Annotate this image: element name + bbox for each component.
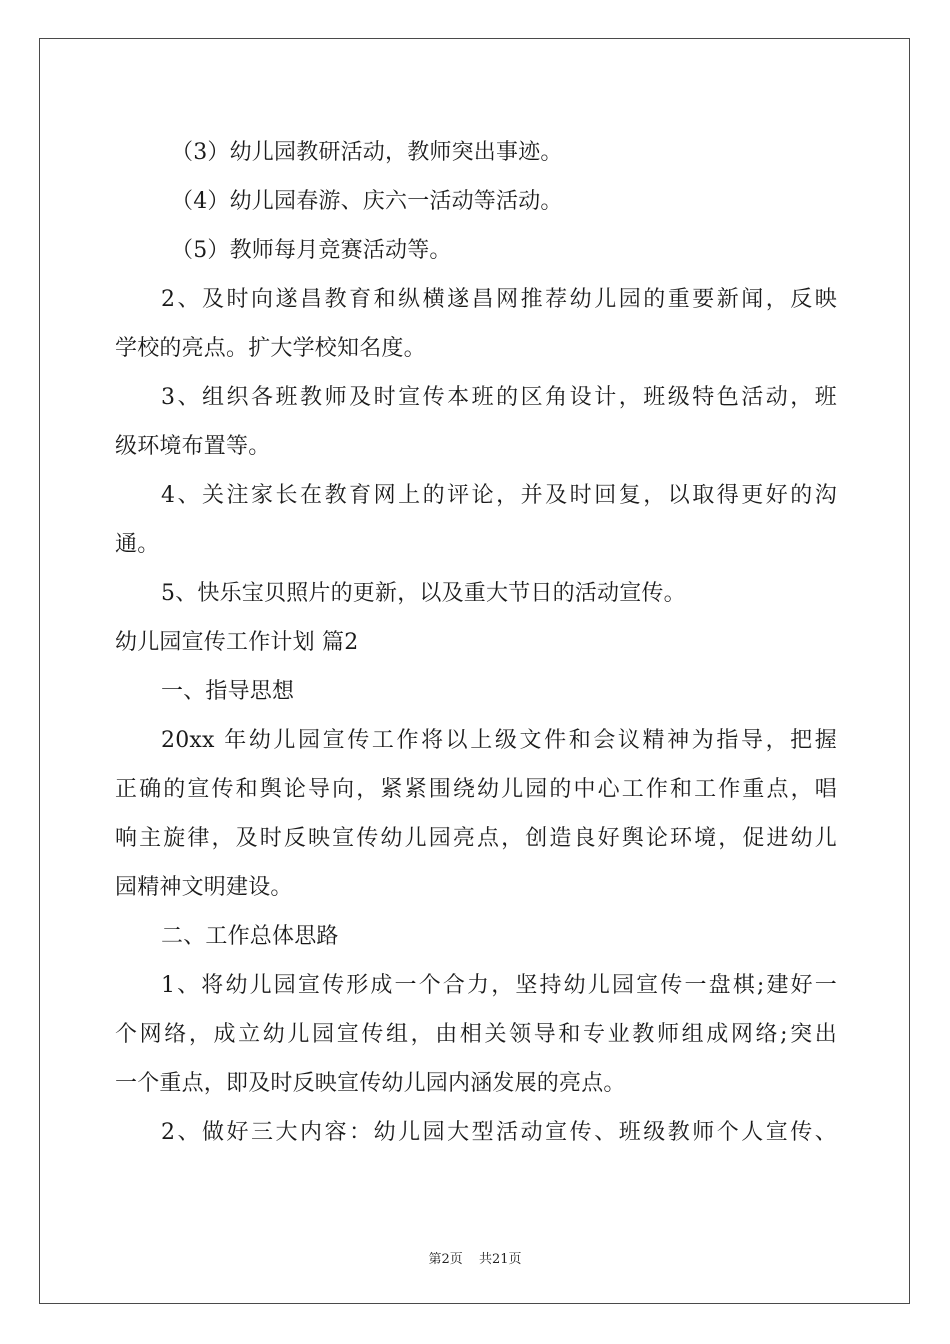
paragraph-line: 一个重点，即及时反映宣传幼儿园内涵发展的亮点。 [115,1071,626,1096]
paragraph-line: 学校的亮点。扩大学校知名度。 [115,336,426,361]
subheading: 一、指导思想 [161,679,295,704]
page-total: 共21页 [478,1252,522,1267]
paragraph-line: 2、及时向遂昌教育和纵横遂昌网推荐幼儿园的重要新闻，反映 [161,287,837,312]
paragraph-line: 通。 [115,532,160,557]
paragraph-line: 20xx 年幼儿园宣传工作将以上级文件和会议精神为指导，把握 [161,728,837,753]
list-item: （5）教师每月竞赛活动等。 [171,238,452,263]
paragraph-line: 1、将幼儿园宣传形成一个合力，坚持幼儿园宣传一盘棋;建好一 [161,973,837,998]
section-heading: 幼儿园宣传工作计划 篇2 [115,630,359,655]
paragraph-line: 园精神文明建设。 [115,875,293,900]
list-item: （3）幼儿园教研活动，教师突出事迹。 [171,140,563,165]
paragraph-line: 5、快乐宝贝照片的更新，以及重大节日的活动宣传。 [161,581,686,606]
paragraph-line: 正确的宣传和舆论导向，紧紧围绕幼儿园的中心工作和工作重点，唱 [115,777,837,802]
paragraph-line: 级环境布置等。 [115,434,271,459]
document-body [115,128,837,1157]
page-footer [0,1248,950,1267]
page-number: 第2页 [428,1252,463,1267]
paragraph-line: 4、关注家长在教育网上的评论，并及时回复，以取得更好的沟 [161,483,837,508]
paragraph-line: 2、做好三大内容：幼儿园大型活动宣传、班级教师个人宣传、 [161,1120,837,1145]
paragraph-line: 个网络，成立幼儿园宣传组，由相关领导和专业教师组成网络;突出 [115,1022,837,1047]
list-item: （4）幼儿园春游、庆六一活动等活动。 [171,189,563,214]
paragraph-line: 3、组织各班教师及时宣传本班的区角设计，班级特色活动，班 [161,385,837,410]
subheading: 二、工作总体思路 [161,924,339,949]
paragraph-line: 响主旋律，及时反映宣传幼儿园亮点，创造良好舆论环境，促进幼儿 [115,826,837,851]
